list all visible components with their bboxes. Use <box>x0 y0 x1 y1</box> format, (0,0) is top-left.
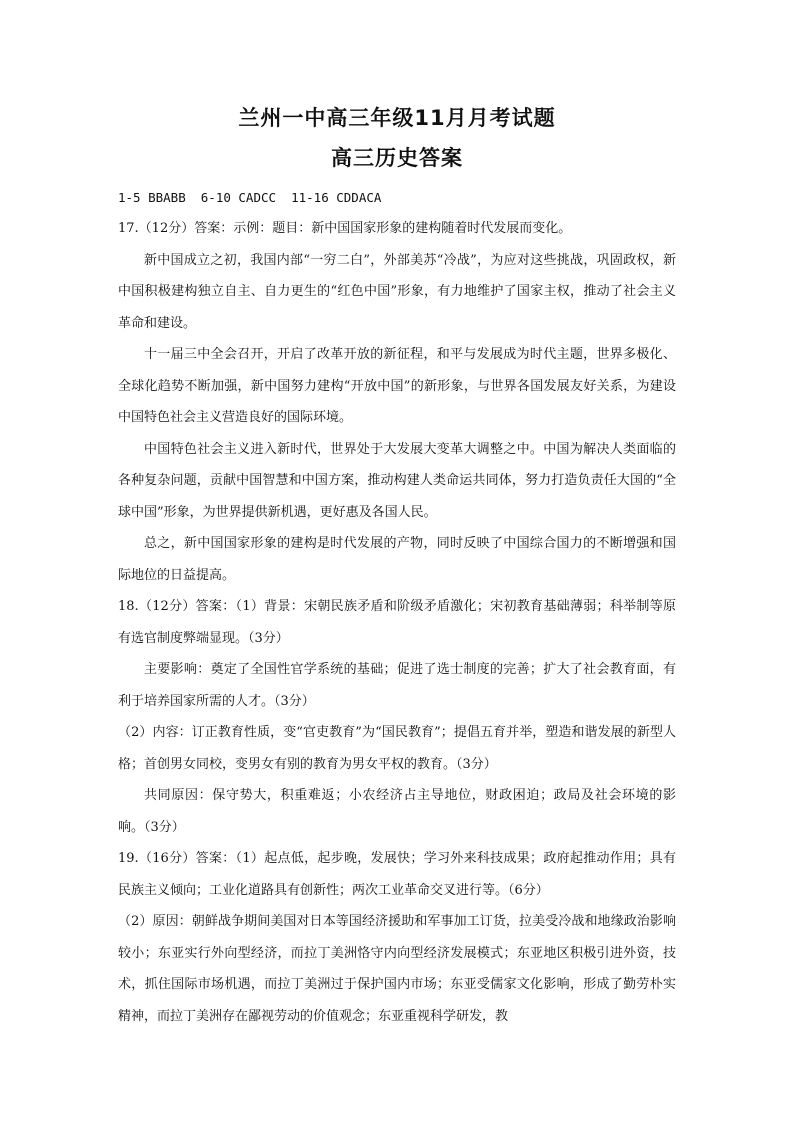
page-subtitle: 高三历史答案 <box>331 146 463 170</box>
q18-paragraph-1: 主要影响：奠定了全国性官学系统的基础；促进了选士制度的完善；扩大了社会教育面，有利于培养国家所需的人才。（3分） <box>118 662 676 709</box>
q17-paragraph-1: 新中国成立之初，我国内部“一穷二白”，外部美苏“冷战”，为应对这些挑战，巩固政权，新中国积极建构独立自主、自力更生的“红色中国”形象，有力地维护了国家主权，推动了社会主义革命和建设。 <box>118 252 676 331</box>
q17-heading: 17.（12分）答案：示例：题目：新中国国家形象的建构随着时代发展而变化。 <box>118 221 572 236</box>
answer-sheet <box>118 100 676 1032</box>
q17-paragraph-3: 中国特色社会主义进入新时代，世界处于大发展大变革大调整之中。中国为解决人类面临的各种复杂问题，贡献中国智慧和中国方案，推动构建人类命运共同体，努力打造负责任大国的“全球中国”形象，为世界提供新机遇，更好惠及各国人民。 <box>118 441 676 520</box>
multiple-choice-answers: 1-5 BBABB 6-10 CADCC 11-16 CDDACA <box>118 190 382 205</box>
q18-paragraph-3: 共同原因：保守势大，积重难返；小农经济占主导地位，财政困迫；政局及社会环境的影响。（3分） <box>118 788 676 835</box>
q19-paragraph-1: （2）原因：朝鲜战争期间美国对日本等国经济援助和军事加工订货，拉美受冷战和地缘政治影响较小；东亚实行外向型经济，而拉丁美洲恪守内向型经济发展模式；东亚地区积极引进外资，技术，抓住国际市场机遇，而拉丁美洲过于保护国内市场；东亚受儒家文化影响，形成了勤劳朴实精神，而拉丁美洲存在鄙视劳动的价值观念；东亚重视科学研发，教 <box>118 914 676 1024</box>
q18-heading: 18.（12分）答案：（1）背景：宋朝民族矛盾和阶级矛盾激化；宋初教育基础薄弱；科举制等原有选官制度弊端显现。（3分） <box>118 599 676 646</box>
q17-paragraph-4: 总之，新中国国家形象的建构是时代发展的产物，同时反映了中国综合国力的不断增强和国际地位的日益提高。 <box>118 536 676 583</box>
q18-paragraph-2: （2）内容：订正教育性质，变“官吏教育”为“国民教育”；提倡五育并举，塑造和谐发展的新型人格；首创男女同校，变男女有别的教育为男女平权的教育。（3分） <box>118 725 676 772</box>
q19-heading: 19.（16分）答案：（1）起点低，起步晚，发展快；学习外来科技成果；政府起推动作用；具有民族主义倾向；工业化道路具有创新性；两次工业革命交叉进行等。（6分） <box>118 851 676 898</box>
q17-paragraph-2: 十一届三中全会召开，开启了改革开放的新征程，和平与发展成为时代主题，世界多极化、全球化趋势不断加强，新中国努力建构“开放中国”的新形象，与世界各国发展友好关系，为建设中国特色社会主义营造良好的国际环境。 <box>118 347 676 425</box>
page-title: 兰州一中高三年级11月月考试题 <box>238 106 556 130</box>
